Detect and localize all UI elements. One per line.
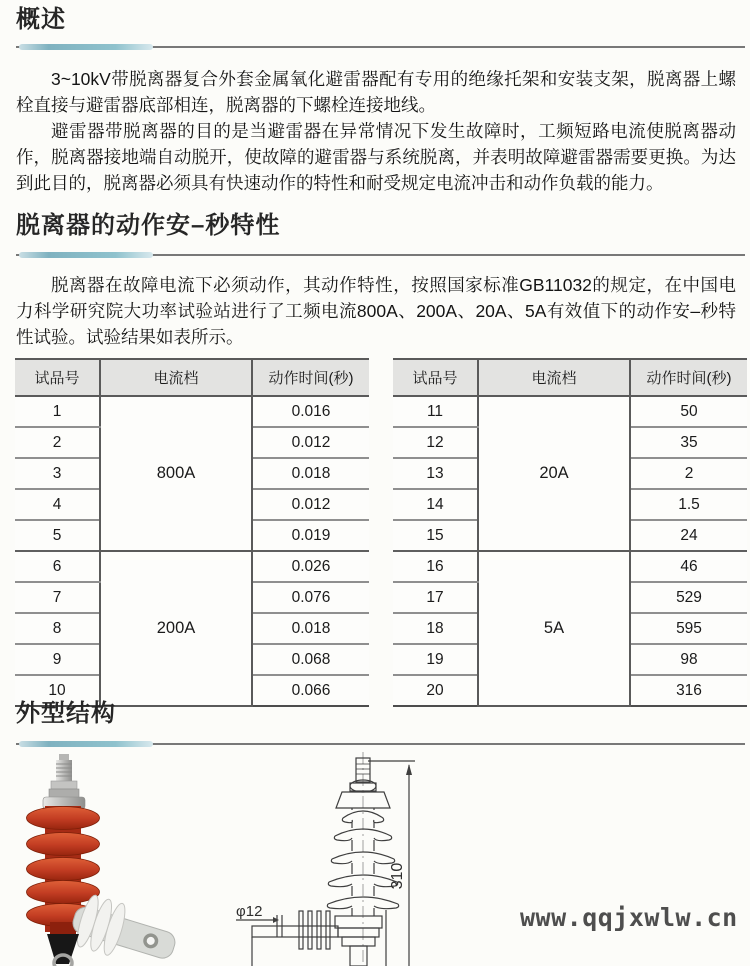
heading-rule [16, 46, 745, 48]
sample-no-cell: 11 [393, 396, 478, 427]
heading-rule [16, 743, 745, 745]
rule-accent-bar [19, 741, 153, 747]
action-time-cell: 0.026 [252, 551, 369, 582]
action-time-cell: 0.019 [252, 520, 369, 551]
rule-accent-bar [19, 252, 153, 258]
action-time-cell: 35 [630, 427, 747, 458]
dimension-height-label: 310 [389, 862, 406, 890]
sample-no-cell: 5 [15, 520, 100, 551]
table-row [15, 396, 369, 427]
drawing-bracket-arm [252, 911, 338, 966]
sample-no-cell: 19 [393, 644, 478, 675]
sample-no-cell: 15 [393, 520, 478, 551]
sample-no-cell: 1 [15, 396, 100, 427]
arrester-photo-image [0, 750, 230, 966]
watermark-url: www.qqjxwlw.cn [520, 903, 738, 932]
amp-second-table-right [393, 358, 747, 707]
amp-second-paragraph [16, 272, 736, 350]
arrester-outline-drawing [228, 750, 428, 966]
sample-no-cell: 16 [393, 551, 478, 582]
paragraph: 脱离器在故障电流下必须动作，其动作特性，按照国家标准GB11032的规定，在中国电力科学研究院大功率试验站进行了工频电流800A、200A、20A、5A有效值下的动作安–秒特性试验。试验结果如表所示。 [16, 275, 736, 347]
paragraph: 3~10kV带脱离器复合外套金属氧化避雷器配有专用的绝缘托架和安装支架，脱离器上螺栓直接与避雷器底部相连，脱离器的下螺栓连接地线。 [16, 69, 736, 115]
action-time-cell: 98 [630, 644, 747, 675]
dimension-diameter-label: φ12 [236, 903, 263, 920]
col-header-sample-no: 试品号 [393, 359, 478, 396]
sample-no-cell: 3 [15, 458, 100, 489]
top-terminal-stud [49, 754, 79, 798]
heading-rule [16, 254, 745, 256]
action-time-cell: 0.066 [252, 675, 369, 706]
action-time-cell: 24 [630, 520, 747, 551]
table-row [15, 551, 369, 582]
section-heading-amp-second: 脱离器的动作安–秒特性 [16, 212, 281, 239]
sample-no-cell: 18 [393, 613, 478, 644]
col-header-action-time: 动作时间(秒) [252, 359, 369, 396]
drawing-bottom-fitting [335, 916, 382, 966]
current-level-cell: 20A [478, 396, 630, 551]
overview-paragraphs [16, 66, 736, 196]
arrester-photo [0, 750, 230, 966]
action-time-cell: 0.012 [252, 427, 369, 458]
action-time-cell: 0.018 [252, 613, 369, 644]
sample-no-cell: 14 [393, 489, 478, 520]
table-header-row [393, 359, 747, 396]
current-level-cell: 5A [478, 551, 630, 706]
action-time-cell: 46 [630, 551, 747, 582]
sample-no-cell: 8 [15, 613, 100, 644]
action-time-cell: 316 [630, 675, 747, 706]
sample-no-cell: 13 [393, 458, 478, 489]
table-header-row [15, 359, 369, 396]
action-time-cell: 50 [630, 396, 747, 427]
sample-no-cell: 4 [15, 489, 100, 520]
col-header-current-level: 电流档 [100, 359, 252, 396]
action-time-cell: 2 [630, 458, 747, 489]
action-time-cell: 529 [630, 582, 747, 613]
current-level-cell: 200A [100, 551, 252, 706]
action-time-cell: 0.016 [252, 396, 369, 427]
sample-no-cell: 17 [393, 582, 478, 613]
outline-drawing-image [228, 750, 428, 966]
col-header-current-level: 电流档 [478, 359, 630, 396]
disconnector-cone [47, 934, 79, 966]
action-time-cell: 0.076 [252, 582, 369, 613]
table-row [393, 396, 747, 427]
amp-second-table-left [15, 358, 369, 707]
sample-no-cell: 12 [393, 427, 478, 458]
paragraph: 避雷器带脱离器的目的是当避雷器在异常情况下发生故障时，工频短路电流使脱离器动作，脱离器接地端自动脱开，使故障的避雷器与系统脱离，并表明故障避雷器需要更换。为达到此目的，脱离器必须具有快速动作的特性和耐受规定电流冲击和动作负载的能力。 [16, 121, 736, 193]
action-time-cell: 0.018 [252, 458, 369, 489]
sample-no-cell: 10 [15, 675, 100, 706]
rule-accent-bar [19, 44, 153, 50]
sample-no-cell: 7 [15, 582, 100, 613]
sample-no-cell: 9 [15, 644, 100, 675]
action-time-cell: 595 [630, 613, 747, 644]
test-results-tables [15, 358, 747, 707]
current-level-cell: 800A [100, 396, 252, 551]
sample-no-cell: 20 [393, 675, 478, 706]
insulator-fins [73, 893, 129, 957]
col-header-action-time: 动作时间(秒) [630, 359, 747, 396]
action-time-cell: 0.012 [252, 489, 369, 520]
table-row [393, 551, 747, 582]
sample-no-cell: 2 [15, 427, 100, 458]
action-time-cell: 0.068 [252, 644, 369, 675]
col-header-sample-no: 试品号 [15, 359, 100, 396]
sample-no-cell: 6 [15, 551, 100, 582]
section-heading-overview: 概述 [16, 6, 66, 33]
action-time-cell: 1.5 [630, 489, 747, 520]
section-heading-structure: 外型结构 [16, 700, 116, 727]
